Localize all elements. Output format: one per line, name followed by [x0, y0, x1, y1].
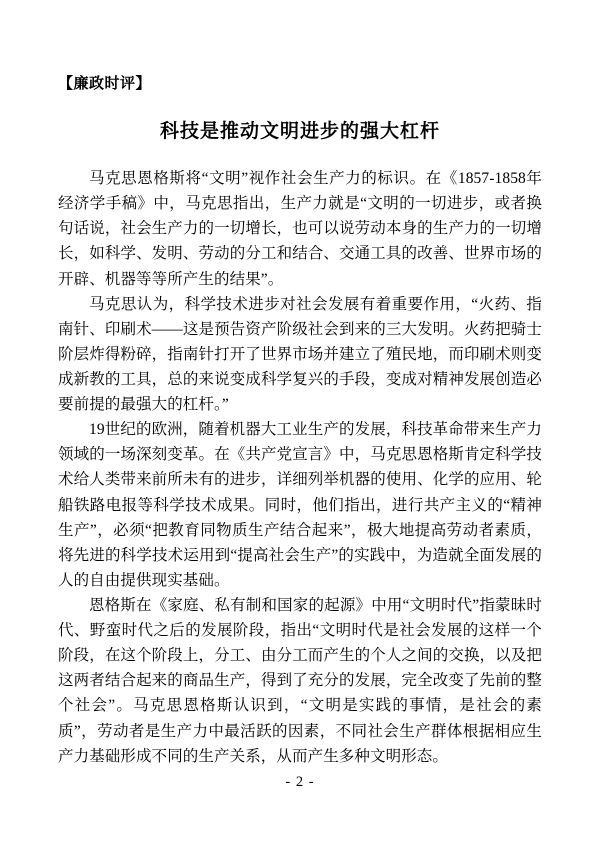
- article-body: [58, 166, 542, 769]
- paragraph: 恩格斯在《家庭、私有制和国家的起源》中用“文明时代”指蒙昧时代、野蛮时代之后的发展阶段，指出“文明时代是社会发展的这样一个阶段，在这个阶段上，分工、由分工而产生的个人之间的交换，以及把这两者结合起来的商品生产，得到了充分的发展，完全改变了先前的整个社会”。马克思恩格斯认识到，“文明是实践的事情，是社会的素质”，劳动者是生产力中最活跃的因素，不同社会生产群体根据相应生产力基础形成不同的生产关系，从而产生多种文明形态。: [58, 596, 542, 765]
- paragraph: 马克思恩格斯将“文明”视作社会生产力的标识。在《1857-1858年经济学手稿》中，马克思指出，生产力就是“文明的一切进步，或者换句话说，社会生产力的一切增长，也可以说劳动本身的生产力的一切增长，如科学、发明、劳动的分工和结合、交通工具的改善、世界市场的开辟、机器等等所产生的结果”。: [58, 170, 542, 288]
- page-title: 科技是推动文明进步的强大杠杆: [159, 119, 440, 142]
- page-number: - 2 -: [285, 774, 315, 790]
- paragraph: 19世纪的欧洲，随着机器大工业生产的发展，科技革命带来生产力领域的一场深刻变革。在《共产党宣言》中，马克思恩格斯肯定科学技术给人类带来前所未有的进步，详细列举机器的使用、化学的应用、轮船铁路电报等科学技术成果。同时，他们指出，进行共产主义的“精神生产”，必须“把教育同物质生产结合起来”，极大地提高劳动者素质，将先进的科学技术运用到“提高社会生产”的实践中，为造就全面发展的人的自由提供现实基础。: [58, 421, 542, 589]
- category-tag: 【廉政时评】: [58, 74, 152, 92]
- paragraph: 马克思认为，科学技术进步对社会发展有着重要作用，“火药、指南针、印刷术——这是预告资产阶级社会到来的三大发明。火药把骑士阶层炸得粉碎，指南针打开了世界市场并建立了殖民地，而印刷术则变成新教的工具，总的来说变成科学复兴的手段，变成对精神发展创造必要前提的最强大的杠杆。”: [58, 295, 542, 414]
